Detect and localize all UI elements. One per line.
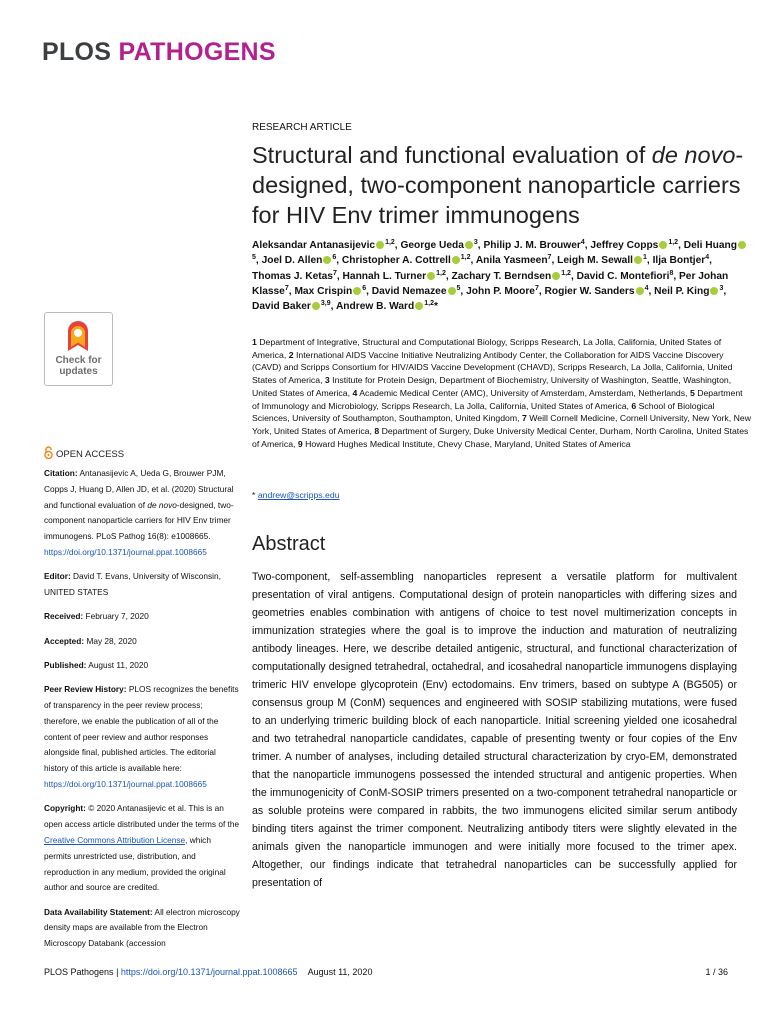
orcid-icon[interactable] [738,241,746,249]
affiliation-number: 7 [521,413,527,424]
author-name: George Ueda [400,240,464,251]
author-affiliation-number: 3 [719,284,724,292]
peer-review-label: Peer Review History: [44,684,127,695]
page-footer [44,967,372,977]
orcid-icon[interactable] [323,256,331,264]
orcid-icon[interactable] [452,256,460,264]
affiliation-number: 8 [374,425,380,436]
open-access-text: OPEN ACCESS [56,449,125,460]
author-list: Aleksandar Antanasijevic $^{1,2}$, George Ueda $^3$, Philip J. M. Brouwer$^4$, Jeffrey Copps $^{1,2}$, Deli Huang$^5$, Joel D. Allen $^6$, Christopher A. Cottrell $^{1,2}$, Anila Yasmeen$^7$, Leigh M. Sewall $^1$, Ilja Bontjer$^4$, Thomas J. Ketas$^7$, Hannah L. Turner $^{1,2}$, Zachary T. Berndsen $^{1,2}$, David C. Montefiori$^8$, Per Johan Klasse$^7$, Max Crispin $^6$, David Nemazee $^5$, John P. Moore$^7$, Rogier W. Sanders $^4$, Neil P. King $^3$, David Baker $^{3,9}$, Andrew B. Ward $^{1,2}$* [252,238,750,314]
author-name: Per Johan Klasse [252,270,729,297]
author-name: Zachary T. Berndsen [451,270,552,282]
orcid-icon[interactable] [448,287,456,295]
abstract-heading: Abstract [252,533,326,555]
editor-label: Editor: [44,571,71,582]
author-affiliation-number: 1,2 [424,300,434,308]
author-affiliation-number: 4 [644,284,649,292]
peer-review-link[interactable]: https://doi.org/10.1371/journal.ppat.1008665 [44,779,207,790]
orcid-icon[interactable] [312,302,320,310]
affiliation-number: 3 [324,375,330,386]
author-affiliation-number: 1,2 [460,254,471,262]
accepted-block [44,634,240,650]
data-availability-label: Data Availability Statement: [44,906,153,917]
footer-journal: PLOS Pathogens [44,967,114,977]
open-access-label [44,446,124,460]
license-link[interactable]: Creative Commons Attribution License [44,834,186,845]
author-name: Leigh M. Sewall [557,255,633,267]
author-affiliation-number: 5 [252,254,256,262]
author-affiliation-number: 1 [642,254,647,262]
orcid-icon[interactable] [636,287,644,295]
accepted-date: May 28, 2020 [86,635,137,646]
author-affiliation-number: 4 [705,254,710,262]
orcid-icon[interactable] [659,241,667,249]
footer-doi-link[interactable]: https://doi.org/10.1371/journal.ppat.1008665 [120,967,298,977]
affiliation-number: 1 [252,337,257,347]
orcid-icon[interactable] [415,302,423,310]
orcid-icon[interactable] [353,287,361,295]
author-name: Rogier W. Sanders [544,285,635,297]
published-label: Published: [44,659,87,670]
badge-line1: Check for [55,355,102,366]
author-name: Thomas J. Ketas [252,270,333,282]
peer-review-text: PLOS recognizes the benefits of transparency in the peer review process; therefore, we enable the publication of all of the content of peer review and author responses alongside final, published articles. The editorial history of this article is available here: [44,684,239,774]
affiliation-text: School of Biological Sciences, University of Southampton, Southampton, United Kingdom, [252,400,715,424]
affiliation-number: 9 [297,438,303,449]
author-name: Philip J. M. Brouwer [483,240,581,251]
corr-email-link[interactable]: andrew@scripps.edu [257,490,340,500]
citation-label: Citation: [44,468,78,478]
author-affiliation-number: 1,2 [436,269,446,277]
affiliations [252,336,752,450]
citation-text: Antanasijevic A, Ueda G, Brouwer PJM, Copps J, Huang D, Allen JD, et al. (2020) Structural and functional evaluation of [44,468,234,510]
received-label: Received: [44,611,84,622]
author-affiliation-number: 8 [669,269,674,277]
article-metadata-sidebar [44,466,240,961]
affiliation-text: Weill Cornell Medicine, Cornell University, New York, New York, United States of America, [252,413,751,436]
author-name: David Nemazee [371,285,447,297]
affiliation-number: 6 [631,400,637,411]
author-affiliation-number: 1,2 [561,269,571,277]
badge-line2: updates [59,366,98,377]
author-name: Joel D. Allen [261,255,323,267]
copyright-label: Copyright: [44,803,86,814]
author-name: John P. Moore [466,285,535,297]
author-name: Neil P. King [654,285,710,297]
author-affiliation-number: 7 [534,284,539,292]
corresponding-star: * [433,301,438,313]
orcid-icon[interactable] [710,287,718,295]
affiliation-text: International AIDS Vaccine Initiative Neutralizing Antibody Center, the Collaboration for AIDS Vaccine Discovery (CAVD) and Scripps Consortium for HIV/AIDS Vaccine Development (CHAVD), Scripps Research, La Jolla, California, United States of America, [252,349,733,386]
author-name: Ilja Bontjer [652,255,706,267]
article-title [252,140,752,230]
corr-star: * [252,490,256,500]
affiliation-text: Department of Immunology and Microbiology, Scripps Research, La Jolla, California, United States of America, [252,387,743,411]
copyright-text-post: , which permits unrestricted use, distribution, and reproduction in any medium, provided the original author and source are credited. [44,834,226,893]
accepted-label: Accepted: [44,635,85,646]
editor-block [44,569,240,601]
author-affiliation-number: 1,2 [385,239,395,246]
published-date: August 11, 2020 [88,659,149,670]
citation-italic: de novo [147,499,177,510]
orcid-icon[interactable] [552,272,560,280]
author-affiliation-number: 7 [284,284,289,292]
title-italic: de novo [651,142,736,168]
author-affiliation-number: 5 [456,284,461,292]
affiliation-text: Academic Medical Center (AMC), University of Amsterdam, Amsterdam, Netherlands, [357,387,690,398]
author-name: David Baker [252,301,311,313]
author-name: Jeffrey Copps [590,240,659,251]
author-name: Max Crispin [294,285,353,297]
data-availability-block [44,905,240,952]
affiliation-number: 4 [352,387,358,398]
abstract-text: Two-component, self-assembling nanoparticles represent a versatile platform for multivalent presentation of viral antigens. Computational design of protein nanoparticles with differing sizes and geometries enables combination with antigens of choice to test novel multimerization concepts in immunization strategies where the goal is to improve the induction and maturation of neutralizing antibody lineages. Here, we describe detailed antigenic, structural, and functional characterization of computationally designed tetrahedral, octahedral, and icosahedral nanoparticle immunogens displaying trimeric HIV envelope glycoprotein (Env) ectodomains. Env trimers, based on subtype A (BG505) or consensus group M (ConM) sequences and engineered with SOSIP stabilizing mutations, were fused to an underlying trimeric building block of each nanoparticle. Initial screening yielded one icosahedral and two tetrahedral nanoparticle candidates, capable of presenting twenty or four copies of the Env trimer. A number of analyses, including detailed structural characterization by cryo-EM, demonstrated that the nanoparticle immunogens possessed the intended structural and antigenic properties. When the immunogenicity of ConM-SOSIP trimers presented on a two-component tetrahedral nanoparticle or as soluble proteins were compared in rabbits, the two immunogens elicited similar serum antibody binding titers against the trimer component. Neutralizing antibody titers were slightly elevated in the animals given the nanoparticle immunogen and were initially more focused to the trimer apex. Altogether, our findings indicate that tetrahedral nanoparticles can be successfully applied for presentation of [252,571,737,889]
orcid-icon[interactable] [427,272,435,280]
author-name: Andrew B. Ward [335,301,415,313]
affiliation-number: 5 [689,387,695,398]
citation-text-post: -designed, two-component nanoparticle carriers for HIV Env trimer immunogens. PLoS Pathog 16(8): e1008665. [44,499,234,542]
orcid-icon[interactable] [634,256,642,264]
affiliation-text: Institute for Protein Design, Department of Biochemistry, University of Washington, Seattle, Washington, United States of America, [252,375,732,398]
title-pre: Structural and functional evaluation of [252,142,652,168]
title-post: -designed, two-component nanoparticle carriers for HIV Env trimer immunogens [252,142,744,228]
author-affiliation-number: 3 [473,239,478,246]
orcid-icon[interactable] [376,241,384,249]
author-affiliation-number: 7 [547,254,552,262]
author-affiliation-number: 7 [332,269,337,277]
affiliation-text: Department of Surgery, Duke University Medical Center, Durham, North Carolina, United States of America, [252,425,749,449]
published-block [44,658,240,674]
author-affiliation-number: 4 [580,239,585,246]
journal-name-part2: PATHOGENS [118,38,276,66]
author-name: Aleksandar Antanasijevic [252,240,376,251]
author-affiliation-number: 3,9 [320,300,331,308]
copyright-text: © 2020 Antanasijevic et al. This is an open access article distributed under the terms of the [44,803,240,830]
affiliation-number: 2 [288,349,294,360]
data-availability-text: All electron microscopy density maps are available from the Electron Microscopy Databank (accession [44,906,240,949]
received-date: February 7, 2020 [85,611,149,622]
affiliation-text: Department of Integrative, Structural and Computational Biology, Scripps Research, La Jolla, California, United States of America, [252,337,722,360]
page-number: 1 / 36 [705,967,728,977]
check-for-updates-badge[interactable] [44,312,113,386]
author-name: Hannah L. Turner [342,270,427,282]
editor-text: David T. Evans, University of Wisconsin, UNITED STATES [44,571,221,598]
badge-label [45,355,112,377]
author-name: Christopher A. Cottrell [341,255,451,267]
footer-separator: | [113,967,121,977]
journal-logo [42,38,276,67]
author-name: David C. Montefiori [576,270,670,282]
author-affiliation-number: 6 [362,284,367,292]
author-name: Anila Yasmeen [475,255,548,267]
affiliation-text: Howard Hughes Medical Institute, Chevy Chase, Maryland, United States of America [302,438,631,449]
correspondence [252,490,340,500]
orcid-icon[interactable] [465,241,473,249]
citation-block [44,466,240,561]
open-lock-icon [44,446,53,459]
author-affiliation-number: 6 [332,254,337,262]
bookmark-ribbon-icon [63,321,93,353]
author-affiliation-number: 1,2 [668,239,679,246]
peer-review-block [44,682,240,793]
citation-doi-link[interactable]: https://doi.org/10.1371/journal.ppat.1008665 [44,546,207,557]
journal-name-part1: PLOS [42,38,112,66]
article-category: RESEARCH ARTICLE [252,122,352,133]
footer-date: August 11, 2020 [307,967,373,977]
author-name: Deli Huang [683,240,737,251]
received-block [44,609,240,625]
copyright-block [44,801,240,896]
